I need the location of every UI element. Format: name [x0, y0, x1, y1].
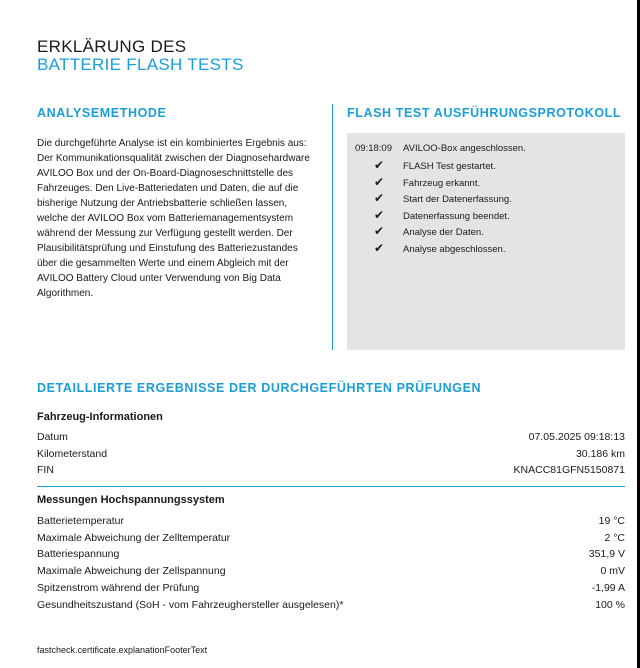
log-entry — [355, 240, 505, 256]
check-icon: ✔ — [373, 191, 385, 205]
log-text: Analyse der Daten. — [403, 227, 484, 238]
row-value: -1,99 A — [591, 582, 625, 594]
log-entry — [355, 207, 510, 223]
log-text: Start der Datenerfassung. — [403, 194, 512, 205]
row-value: 19 °C — [598, 515, 625, 527]
row-value: 100 % — [595, 599, 625, 611]
section-divider — [37, 486, 625, 487]
check-icon: ✔ — [373, 241, 385, 255]
table-row — [37, 580, 625, 596]
table-row — [37, 597, 625, 613]
footer-text: fastcheck.certificate.explanationFooterText — [37, 645, 208, 655]
log-time: 09:18:09 — [355, 143, 392, 154]
analysis-heading: ANALYSEMETHODE — [37, 106, 167, 120]
log-text: Analyse abgeschlossen. — [403, 244, 506, 255]
log-entry — [355, 157, 496, 173]
row-label: Maximale Abweichung der Zellspannung — [37, 565, 226, 577]
row-value: 2 °C — [604, 532, 625, 544]
row-label: FIN — [37, 464, 54, 476]
row-value: 351,9 V — [588, 548, 625, 560]
protocol-log — [347, 133, 625, 350]
row-label: Spitzenstrom während der Prüfung — [37, 582, 200, 594]
row-value: 0 mV — [600, 565, 625, 577]
table-row — [37, 462, 625, 478]
row-value: 30.186 km — [575, 448, 625, 460]
log-text: Fahrzeug erkannt. — [403, 178, 481, 189]
table-row — [37, 446, 625, 462]
hv-heading: Messungen Hochspannungssystem — [37, 494, 225, 506]
vehicle-info-heading: Fahrzeug-Informationen — [37, 411, 163, 423]
log-entry — [355, 223, 484, 239]
row-label: Datum — [37, 431, 68, 443]
row-label: Maximale Abweichung der Zelltemperatur — [37, 532, 231, 544]
check-icon: ✔ — [373, 224, 385, 238]
log-entry — [355, 190, 512, 206]
table-row — [37, 530, 625, 546]
table-row — [37, 513, 625, 529]
row-label: Kilometerstand — [37, 448, 108, 460]
column-divider — [332, 104, 333, 350]
row-value: KNACC81GFN5150871 — [513, 464, 625, 476]
log-text: AVILOO-Box angeschlossen. — [403, 143, 526, 154]
results-heading: DETAILLIERTE ERGEBNISSE DER DURCHGEFÜHRTEN PRÜFUNGEN — [37, 381, 482, 395]
page-title-line1: ERKLÄRUNG DES — [37, 37, 187, 56]
row-value: 07.05.2025 09:18:13 — [528, 431, 625, 443]
row-label: Gesundheitszustand (SoH - vom Fahrzeughersteller ausgelesen)* — [37, 599, 344, 611]
protocol-heading: FLASH TEST AUSFÜHRUNGSPROTOKOLL — [347, 106, 622, 120]
check-icon: ✔ — [373, 208, 385, 222]
row-label: Batterietemperatur — [37, 515, 124, 527]
log-text: FLASH Test gestartet. — [403, 161, 496, 172]
check-icon: ✔ — [373, 175, 385, 189]
row-label: Batteriespannung — [37, 548, 120, 560]
log-text: Datenerfassung beendet. — [403, 211, 510, 222]
log-entry — [355, 174, 480, 190]
analysis-text: Die durchgeführte Analyse ist ein kombiniertes Ergebnis aus: Der Kommunikationsqualität zwischen der Diagnosehardware AVILOO Box und der On-Board-Diagnoseschnittstelle des Fahrzeuges. Den Live-Batteriedaten und Daten, die auf die bisherige Nutzung der Antriebsbatterie schließen lassen, welche der AVILOO Box vom Batteriemanagementsystem während der Messung zur Verfügung gestellt werden. Der Plausibilitätsprüfung und Einstufung des Batteriezustandes über die gesammelten Werte und einem Abgleich mit der AVILOO Battery Cloud unter Verwendung von Big Data Algorithmen. — [37, 138, 310, 299]
page-title-line2: BATTERIE FLASH TESTS — [37, 55, 244, 74]
check-icon: ✔ — [373, 158, 385, 172]
table-row — [37, 546, 625, 562]
log-entry — [355, 141, 526, 157]
table-row — [37, 429, 625, 445]
table-row — [37, 563, 625, 579]
